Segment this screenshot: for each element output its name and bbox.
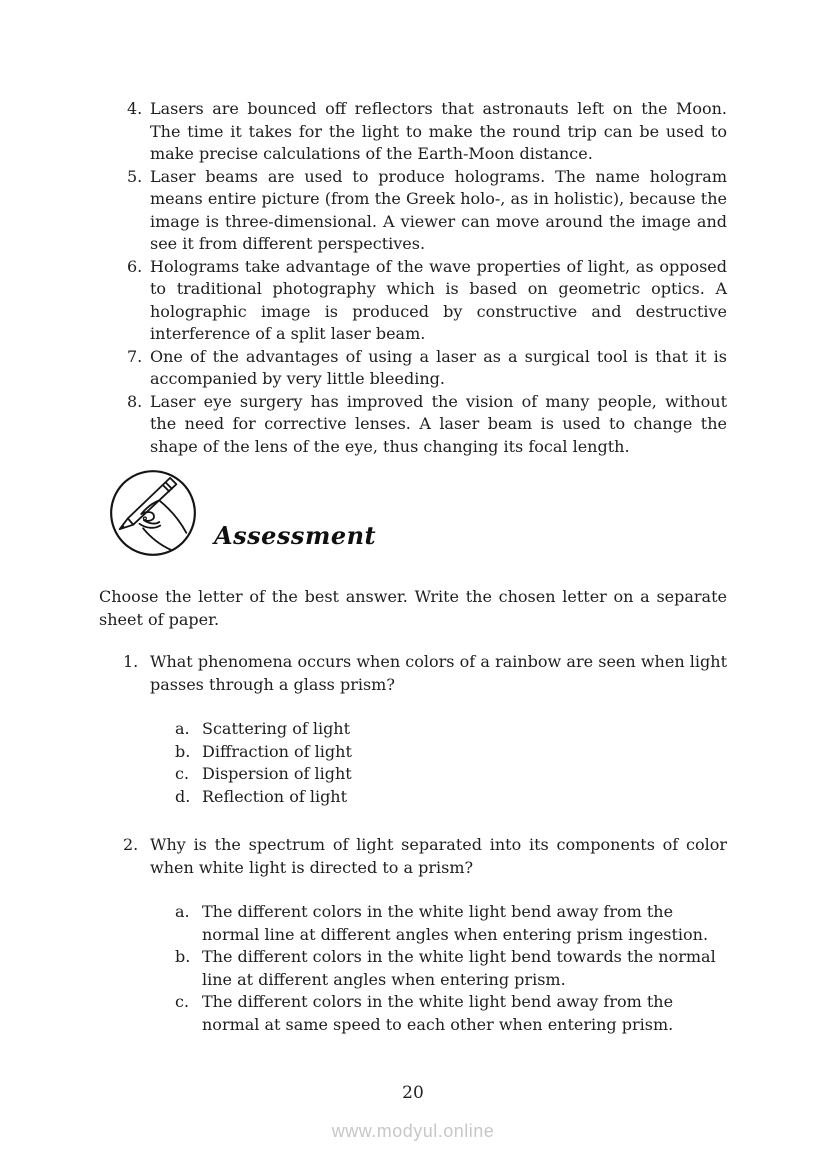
fact-item-8	[99, 391, 727, 459]
option-text: The different colors in the white light bend away from the normal line at different angles when entering prism ingestion.	[202, 902, 709, 944]
question-number: 1.	[123, 652, 139, 671]
option-1a	[175, 718, 727, 741]
laser-facts-list	[99, 98, 727, 458]
assessment-heading: Assessment	[214, 521, 377, 550]
fact-item-text: One of the advantages of using a laser as a surgical tool is that it is accompanied by very little bleeding.	[150, 346, 727, 388]
option-letter: b.	[175, 741, 191, 761]
question-2	[99, 834, 727, 1036]
document-page	[99, 0, 727, 1036]
question-1	[99, 651, 727, 808]
page-number: 20	[402, 1083, 424, 1103]
option-2b	[175, 946, 727, 991]
assessment-header	[108, 467, 727, 559]
question-number: 2.	[123, 835, 139, 854]
option-letter: a.	[175, 902, 190, 921]
fact-item-text: Laser eye surgery has improved the vision of many people, without the need for corrective lenses. A laser beam is used to change the shape of the lens of the eye, thus changing its focal length.	[150, 391, 727, 456]
option-2c	[175, 991, 727, 1036]
fact-item-number: 4.	[127, 99, 143, 118]
option-1c	[175, 763, 727, 786]
question-2-options	[175, 901, 727, 1036]
hand-writing-pencil-icon	[108, 467, 198, 559]
fact-item-number: 6.	[127, 256, 143, 276]
question-text: What phenomena occurs when colors of a rainbow are seen when light passes through a glass prism?	[150, 652, 727, 694]
fact-item-6	[99, 256, 727, 346]
fact-item-7	[99, 346, 727, 391]
fact-item-number: 5.	[127, 166, 143, 186]
fact-item-4	[99, 98, 727, 166]
option-text: The different colors in the white light bend towards the normal line at different angles when entering prism.	[202, 947, 716, 989]
option-text: Scattering of light	[202, 719, 351, 738]
question-text: Why is the spectrum of light separated into its components of color when white light is directed to a prism?	[150, 835, 727, 877]
fact-item-text: Lasers are bounced off reflectors that astronauts left on the Moon. The time it takes for the light to make the round trip can be used to make precise calculations of the Earth-Moon distance.	[150, 99, 727, 163]
option-text: Reflection of light	[202, 786, 348, 806]
site-watermark: www.modyul.online	[331, 1121, 495, 1141]
option-letter: b.	[175, 947, 191, 966]
option-letter: c.	[175, 992, 190, 1011]
option-text: The different colors in the white light bend away from the normal at same speed to each other when entering prism.	[202, 992, 674, 1034]
option-1b	[175, 741, 727, 764]
assessment-instructions: Choose the letter of the best answer. Write the chosen letter on a separate sheet of paper.	[99, 587, 727, 629]
option-text: Diffraction of light	[202, 741, 352, 761]
option-2a	[175, 901, 727, 946]
question-1-options	[175, 718, 727, 808]
option-letter: d.	[175, 786, 191, 806]
fact-item-text: Holograms take advantage of the wave properties of light, as opposed to traditional photography which is based on geometric optics. A holographic image is produced by constructive and destructive interference of a split laser beam.	[150, 256, 727, 343]
option-letter: c.	[175, 764, 190, 783]
option-1d	[175, 786, 727, 809]
question-1-row	[99, 651, 727, 696]
fact-item-number: 8.	[127, 391, 143, 411]
fact-item-5	[99, 166, 727, 256]
option-text: Dispersion of light	[202, 764, 352, 783]
question-2-row	[99, 834, 727, 879]
option-letter: a.	[175, 719, 190, 738]
fact-item-number: 7.	[127, 346, 143, 366]
fact-item-text: Laser beams are used to produce holograms. The name hologram means entire picture (from the Greek holo-, as in holistic), because the image is three-dimensional. A viewer can move around the image and see it from different perspectives.	[150, 166, 727, 253]
